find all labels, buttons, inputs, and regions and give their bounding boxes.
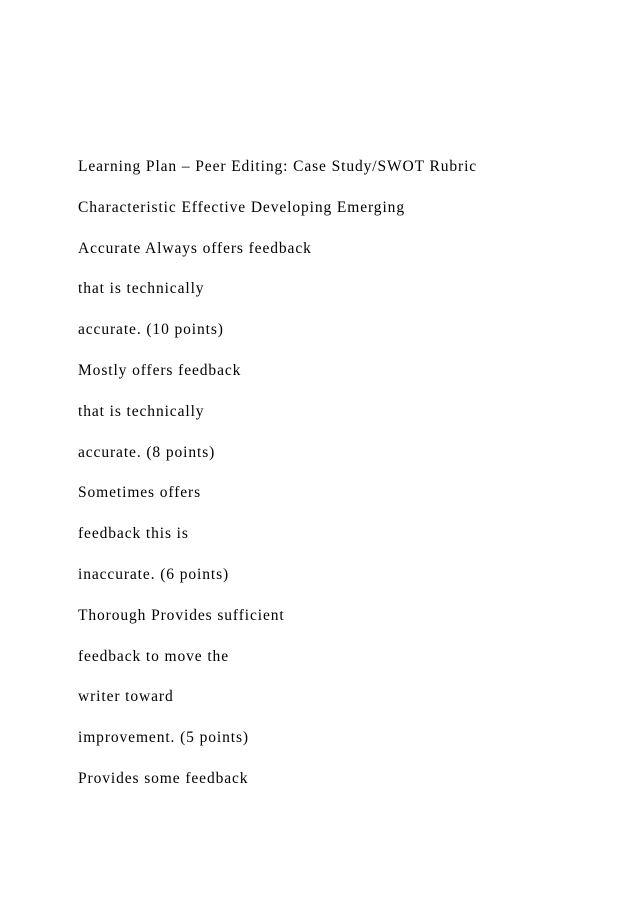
text-line: writer toward xyxy=(78,688,174,706)
text-line: Accurate Always offers feedback xyxy=(78,239,312,257)
text-line: Sometimes offers xyxy=(78,484,202,502)
text-line: feedback this is xyxy=(78,525,189,543)
document-body xyxy=(78,157,477,810)
text-line: improvement. (5 points) xyxy=(78,729,249,747)
text-line: that is technically xyxy=(78,402,205,420)
text-line: accurate. (10 points) xyxy=(78,321,224,339)
text-line: Provides some feedback xyxy=(78,769,249,787)
text-line: inaccurate. (6 points) xyxy=(78,565,230,583)
rubric-header-row: Characteristic Effective Developing Emerging xyxy=(78,198,405,216)
document-title: Learning Plan – Peer Editing: Case Study/SWOT Rubric xyxy=(78,158,478,175)
text-line: feedback to move the xyxy=(78,647,229,665)
text-line: that is technically xyxy=(78,280,205,298)
text-line: Thorough Provides sufficient xyxy=(78,606,285,624)
text-line: Mostly offers feedback xyxy=(78,361,242,379)
text-line: accurate. (8 points) xyxy=(78,443,216,461)
